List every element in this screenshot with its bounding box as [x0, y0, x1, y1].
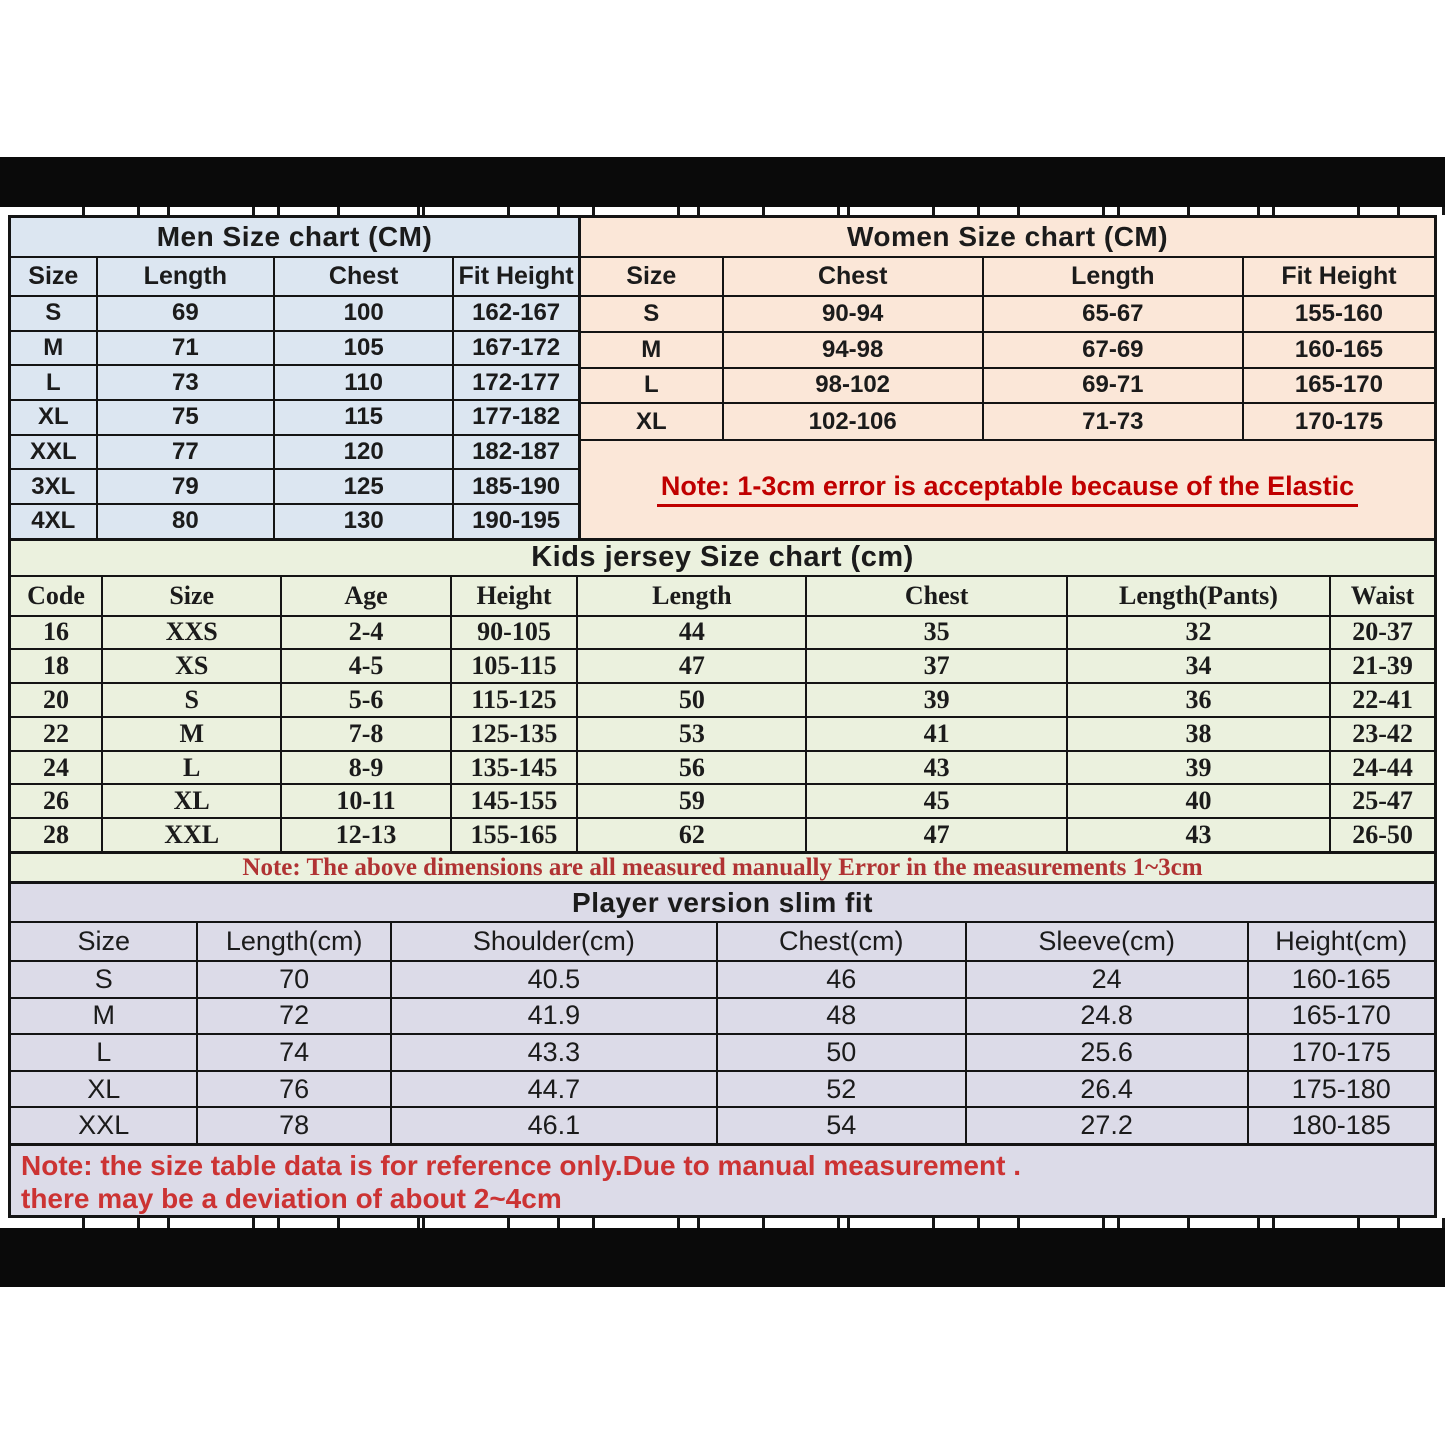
- table-cell: 105: [274, 331, 453, 366]
- table-cell: 41.9: [391, 998, 717, 1035]
- table-cell: M: [102, 717, 281, 751]
- table-cell: XXL: [102, 818, 281, 851]
- table-row: [581, 403, 1434, 439]
- table-cell: 8-9: [281, 751, 450, 785]
- table-cell: 65-67: [983, 296, 1243, 332]
- table-row: [11, 717, 1434, 751]
- table-cell: 39: [806, 683, 1066, 717]
- table-cell: 165-170: [1248, 998, 1434, 1035]
- column-header: Length(cm): [197, 923, 391, 961]
- table-cell: XXL: [11, 435, 97, 470]
- table-cell: 12-13: [281, 818, 450, 851]
- footer-note-line-1: Note: the size table data is for reference only.Due to manual measurement .: [21, 1150, 1021, 1181]
- table-cell: 43: [806, 751, 1066, 785]
- table-cell: 28: [11, 818, 102, 851]
- table-cell: 16: [11, 616, 102, 650]
- table-cell: XXS: [102, 616, 281, 650]
- column-header: Waist: [1330, 577, 1434, 616]
- kids-size-table: [11, 577, 1434, 851]
- table-row: [11, 961, 1434, 998]
- table-cell: 90-94: [723, 296, 983, 332]
- table-cell: 7-8: [281, 717, 450, 751]
- table-cell: 18: [11, 649, 102, 683]
- table-cell: 26.4: [966, 1071, 1248, 1108]
- women-chart-title: Women Size chart (CM): [581, 218, 1434, 258]
- spreadsheet-area: [8, 215, 1437, 1218]
- table-cell: 20-37: [1330, 616, 1434, 650]
- table-row: [11, 616, 1434, 650]
- table-cell: 71-73: [983, 403, 1243, 439]
- table-cell: 73: [97, 365, 274, 400]
- table-cell: M: [11, 331, 97, 366]
- top-cell-tick-strip: [0, 207, 1445, 215]
- table-row: [11, 469, 578, 504]
- table-row: [581, 368, 1434, 404]
- table-cell: 185-190: [453, 469, 578, 504]
- table-cell: 105-115: [451, 649, 578, 683]
- table-cell: S: [581, 296, 723, 332]
- men-size-chart: [11, 218, 581, 538]
- column-header: Length(Pants): [1067, 577, 1330, 616]
- table-cell: XS: [102, 649, 281, 683]
- table-row: [11, 751, 1434, 785]
- table-cell: 160-165: [1243, 332, 1434, 368]
- table-cell: 162-167: [453, 296, 578, 331]
- table-cell: 21-39: [1330, 649, 1434, 683]
- table-cell: 47: [806, 818, 1066, 851]
- table-cell: 47: [577, 649, 806, 683]
- column-header: Height(cm): [1248, 923, 1434, 961]
- table-cell: 120: [274, 435, 453, 470]
- table-cell: 48: [717, 998, 966, 1035]
- table-cell: 172-177: [453, 365, 578, 400]
- table-cell: 22-41: [1330, 683, 1434, 717]
- table-cell: 145-155: [451, 784, 578, 818]
- table-cell: M: [11, 998, 197, 1035]
- player-version-table: [11, 923, 1434, 1143]
- column-header: Sleeve(cm): [966, 923, 1248, 961]
- men-size-table: [11, 258, 578, 538]
- table-cell: 50: [717, 1034, 966, 1071]
- table-cell: 41: [806, 717, 1066, 751]
- table-cell: 160-165: [1248, 961, 1434, 998]
- women-size-chart: [581, 218, 1434, 538]
- column-header: Chest: [806, 577, 1066, 616]
- table-cell: 170-175: [1248, 1034, 1434, 1071]
- table-cell: 46.1: [391, 1107, 717, 1143]
- kids-header-row: [11, 577, 1434, 616]
- table-cell: 32: [1067, 616, 1330, 650]
- footer-note-line-2: there may be a deviation of about 2~4cm: [21, 1183, 562, 1214]
- bottom-cell-tick-strip: [0, 1218, 1445, 1228]
- table-cell: 115-125: [451, 683, 578, 717]
- table-cell: 102-106: [723, 403, 983, 439]
- top-black-bar: [0, 157, 1445, 207]
- table-cell: XL: [581, 403, 723, 439]
- table-cell: 39: [1067, 751, 1330, 785]
- table-cell: 3XL: [11, 469, 97, 504]
- column-header: Chest: [274, 258, 453, 296]
- table-cell: 40: [1067, 784, 1330, 818]
- table-cell: S: [102, 683, 281, 717]
- table-cell: L: [581, 368, 723, 404]
- table-cell: 5-6: [281, 683, 450, 717]
- table-cell: 98-102: [723, 368, 983, 404]
- table-cell: 27.2: [966, 1107, 1248, 1143]
- table-cell: 24.8: [966, 998, 1248, 1035]
- table-cell: XXL: [11, 1107, 197, 1143]
- table-cell: 26: [11, 784, 102, 818]
- table-cell: 79: [97, 469, 274, 504]
- column-header: Age: [281, 577, 450, 616]
- table-row: [11, 998, 1434, 1035]
- women-size-table: [581, 258, 1434, 439]
- kids-chart-title: Kids jersey Size chart (cm): [11, 541, 1434, 577]
- table-cell: 155-165: [451, 818, 578, 851]
- column-header: Chest: [723, 258, 983, 296]
- column-header: Length: [983, 258, 1243, 296]
- table-cell: 165-170: [1243, 368, 1434, 404]
- table-cell: 155-160: [1243, 296, 1434, 332]
- table-cell: L: [11, 1034, 197, 1071]
- table-cell: 10-11: [281, 784, 450, 818]
- column-header: Size: [581, 258, 723, 296]
- table-cell: 52: [717, 1071, 966, 1108]
- column-header: Fit Height: [453, 258, 578, 296]
- table-cell: 69: [97, 296, 274, 331]
- table-cell: 70: [197, 961, 391, 998]
- column-header: Size: [102, 577, 281, 616]
- table-cell: M: [581, 332, 723, 368]
- table-cell: 35: [806, 616, 1066, 650]
- table-cell: 76: [197, 1071, 391, 1108]
- table-cell: 24: [11, 751, 102, 785]
- table-cell: 180-185: [1248, 1107, 1434, 1143]
- table-cell: 43: [1067, 818, 1330, 851]
- elastic-note: [581, 439, 1434, 538]
- table-cell: 4-5: [281, 649, 450, 683]
- table-cell: 54: [717, 1107, 966, 1143]
- table-cell: 56: [577, 751, 806, 785]
- table-cell: 74: [197, 1034, 391, 1071]
- table-cell: 90-105: [451, 616, 578, 650]
- table-cell: 24-44: [1330, 751, 1434, 785]
- table-cell: 22: [11, 717, 102, 751]
- column-header: Code: [11, 577, 102, 616]
- table-cell: 24: [966, 961, 1248, 998]
- table-cell: 40.5: [391, 961, 717, 998]
- table-cell: 36: [1067, 683, 1330, 717]
- table-row: [11, 818, 1434, 851]
- column-header: Size: [11, 258, 97, 296]
- adult-charts-row: [11, 218, 1434, 541]
- table-row: [11, 435, 578, 470]
- women-header-row: [581, 258, 1434, 296]
- table-cell: 44: [577, 616, 806, 650]
- table-cell: L: [102, 751, 281, 785]
- table-cell: 69-71: [983, 368, 1243, 404]
- table-cell: 72: [197, 998, 391, 1035]
- kids-size-chart: [11, 541, 1434, 884]
- table-cell: 38: [1067, 717, 1330, 751]
- men-header-row: [11, 258, 578, 296]
- table-cell: 175-180: [1248, 1071, 1434, 1108]
- table-cell: 75: [97, 400, 274, 435]
- table-row: [11, 649, 1434, 683]
- table-cell: 170-175: [1243, 403, 1434, 439]
- column-header: Chest(cm): [717, 923, 966, 961]
- table-cell: XL: [11, 400, 97, 435]
- bottom-black-bar: [0, 1228, 1445, 1287]
- table-cell: 177-182: [453, 400, 578, 435]
- column-header: Length: [97, 258, 274, 296]
- table-cell: L: [11, 365, 97, 400]
- table-cell: 110: [274, 365, 453, 400]
- table-cell: 50: [577, 683, 806, 717]
- table-cell: XL: [11, 1071, 197, 1108]
- column-header: Fit Height: [1243, 258, 1434, 296]
- table-row: [581, 332, 1434, 368]
- column-header: Length: [577, 577, 806, 616]
- table-cell: 100: [274, 296, 453, 331]
- table-row: [581, 296, 1434, 332]
- table-cell: 25.6: [966, 1034, 1248, 1071]
- table-cell: S: [11, 296, 97, 331]
- table-cell: 94-98: [723, 332, 983, 368]
- table-cell: 59: [577, 784, 806, 818]
- table-cell: 2-4: [281, 616, 450, 650]
- table-cell: 125: [274, 469, 453, 504]
- table-cell: 78: [197, 1107, 391, 1143]
- table-cell: 77: [97, 435, 274, 470]
- table-row: [11, 1034, 1434, 1071]
- kids-measurement-note: Note: The above dimensions are all measured manually Error in the measurements 1~3cm: [11, 851, 1434, 881]
- player-header-row: [11, 923, 1434, 961]
- column-header: Size: [11, 923, 197, 961]
- table-cell: 20: [11, 683, 102, 717]
- table-cell: 4XL: [11, 504, 97, 538]
- table-cell: 135-145: [451, 751, 578, 785]
- footer-reference-note: [11, 1143, 1434, 1215]
- table-row: [11, 296, 578, 331]
- player-chart-title: Player version slim fit: [11, 884, 1434, 923]
- table-cell: S: [11, 961, 197, 998]
- men-chart-title: Men Size chart (CM): [11, 218, 578, 258]
- table-cell: XL: [102, 784, 281, 818]
- table-cell: 45: [806, 784, 1066, 818]
- player-version-chart: [11, 884, 1434, 1215]
- table-cell: 130: [274, 504, 453, 538]
- table-row: [11, 1107, 1434, 1143]
- table-cell: 37: [806, 649, 1066, 683]
- table-cell: 67-69: [983, 332, 1243, 368]
- table-cell: 190-195: [453, 504, 578, 538]
- table-cell: 43.3: [391, 1034, 717, 1071]
- table-row: [11, 683, 1434, 717]
- table-cell: 71: [97, 331, 274, 366]
- table-row: [11, 365, 578, 400]
- elastic-note-text: Note: 1-3cm error is acceptable because of the Elastic: [657, 471, 1358, 507]
- table-cell: 53: [577, 717, 806, 751]
- table-row: [11, 400, 578, 435]
- table-cell: 44.7: [391, 1071, 717, 1108]
- column-header: Height: [451, 577, 578, 616]
- table-cell: 182-187: [453, 435, 578, 470]
- table-row: [11, 331, 578, 366]
- table-cell: 80: [97, 504, 274, 538]
- table-cell: 115: [274, 400, 453, 435]
- table-cell: 62: [577, 818, 806, 851]
- table-row: [11, 504, 578, 538]
- table-cell: 23-42: [1330, 717, 1434, 751]
- table-cell: 26-50: [1330, 818, 1434, 851]
- table-cell: 46: [717, 961, 966, 998]
- table-cell: 34: [1067, 649, 1330, 683]
- table-row: [11, 784, 1434, 818]
- table-cell: 167-172: [453, 331, 578, 366]
- table-cell: 25-47: [1330, 784, 1434, 818]
- table-row: [11, 1071, 1434, 1108]
- table-cell: 125-135: [451, 717, 578, 751]
- column-header: Shoulder(cm): [391, 923, 717, 961]
